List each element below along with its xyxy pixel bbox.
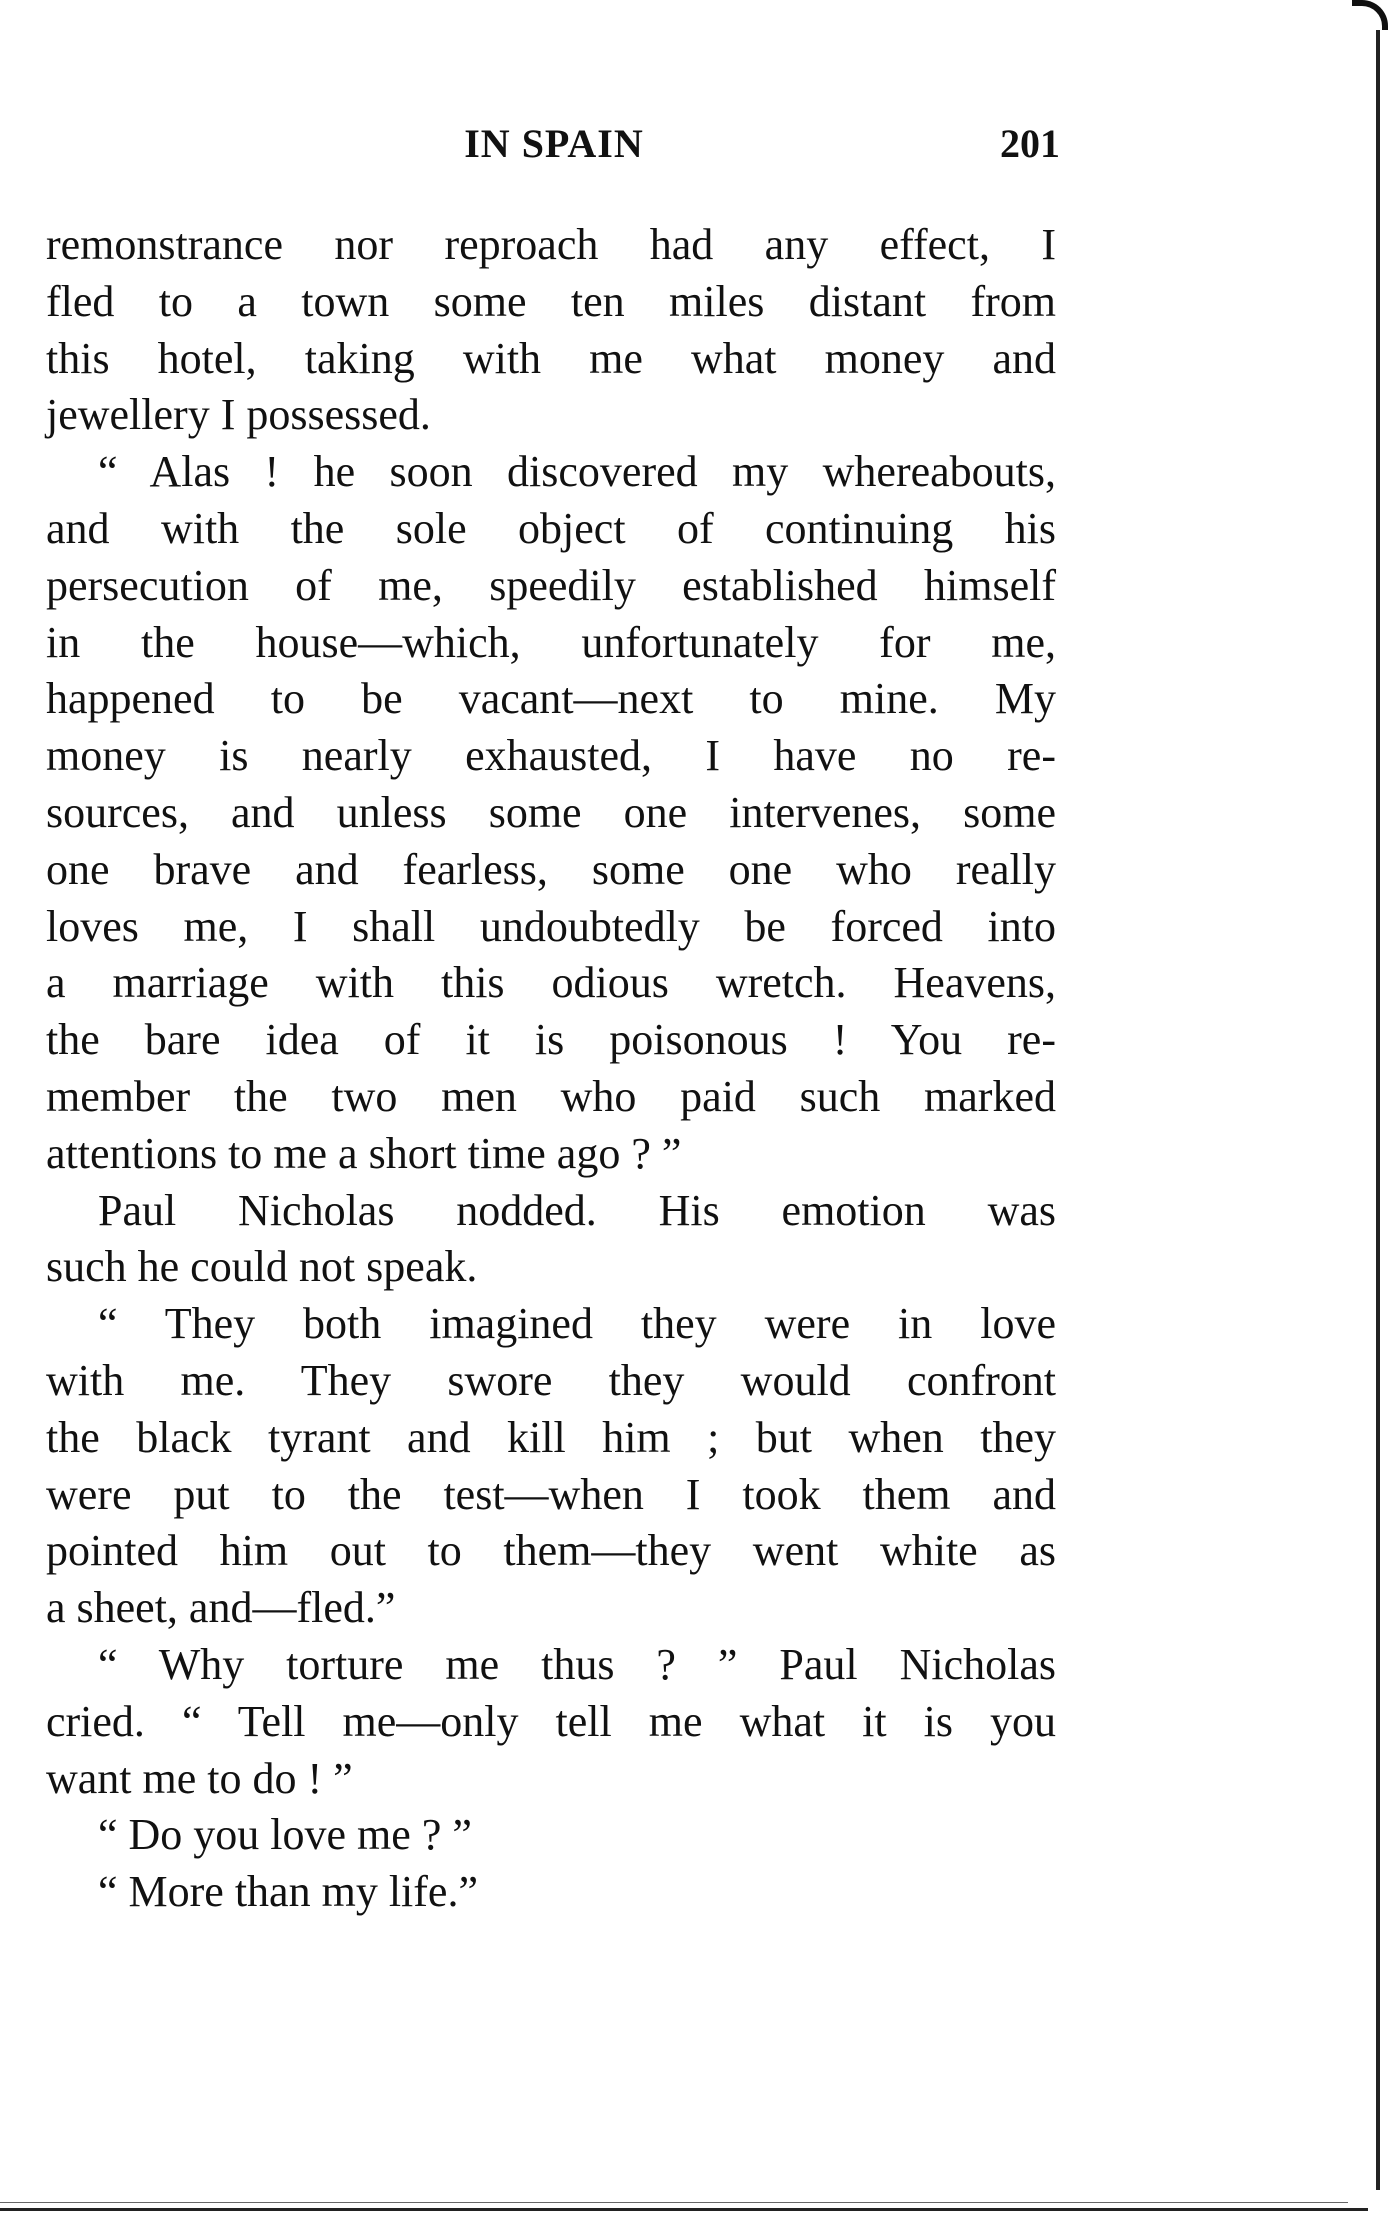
text-line: persecution of me, speedily established himself (46, 560, 1056, 610)
text-line: happened to be vacant—next to mine. My (46, 674, 1056, 724)
text-line: and with the sole object of continuing his (46, 503, 1056, 553)
text-line: “ They both imagined they were in love (98, 1299, 1056, 1349)
running-header (48, 120, 1060, 180)
text-line: pointed him out to them—they went white as (46, 1526, 1056, 1576)
text-line: the black tyrant and kill him ; but when they (46, 1412, 1056, 1462)
text-line: “ Alas ! he soon discovered my whereabouts, (98, 447, 1056, 497)
text-line: one brave and fearless, some one who really (46, 844, 1056, 894)
page-bottom-edge-inner (0, 2202, 1348, 2203)
text-line: remonstrance nor reproach had any effect, I (46, 220, 1056, 269)
body-text (46, 217, 1056, 1921)
text-line: jewellery I possessed. (46, 390, 431, 440)
text-line: loves me, I shall undoubtedly be forced into (46, 901, 1056, 951)
page-corner-edge (1352, 0, 1388, 30)
page-number: 201 (1000, 121, 1060, 166)
text-line: in the house—which, unfortunately for me, (46, 617, 1056, 667)
text-line: with me. They swore they would confront (46, 1355, 1056, 1405)
text-line: cried. “ Tell me—only tell me what it is you (46, 1696, 1056, 1746)
text-line: a sheet, and—fled.” (46, 1583, 396, 1633)
text-line: “ Do you love me ? ” (98, 1810, 472, 1860)
text-line: attentions to me a short time ago ? ” (46, 1128, 682, 1178)
text-line: were put to the test—when I took them and (46, 1469, 1056, 1519)
text-line: such he could not speak. (46, 1242, 478, 1292)
text-line: member the two men who paid such marked (46, 1071, 1056, 1121)
text-line: “ Why torture me thus ? ” Paul Nicholas (98, 1639, 1056, 1689)
text-line: this hotel, taking with me what money and (46, 333, 1056, 383)
text-line: sources, and unless some one intervenes, some (46, 787, 1056, 837)
text-line: a marriage with this odious wretch. Heavens, (46, 958, 1056, 1008)
page-right-edge (1376, 30, 1380, 2190)
text-line: the bare idea of it is poisonous ! You re- (46, 1015, 1056, 1065)
running-title: IN SPAIN (464, 121, 644, 166)
page-bottom-edge (0, 2208, 1368, 2211)
text-line: “ More than my life.” (98, 1867, 478, 1917)
text-line: want me to do ! ” (46, 1753, 353, 1803)
text-line: fled to a town some ten miles distant from (46, 276, 1056, 326)
text-line: Paul Nicholas nodded. His emotion was (98, 1185, 1056, 1235)
text-line: money is nearly exhausted, I have no re- (46, 731, 1056, 781)
